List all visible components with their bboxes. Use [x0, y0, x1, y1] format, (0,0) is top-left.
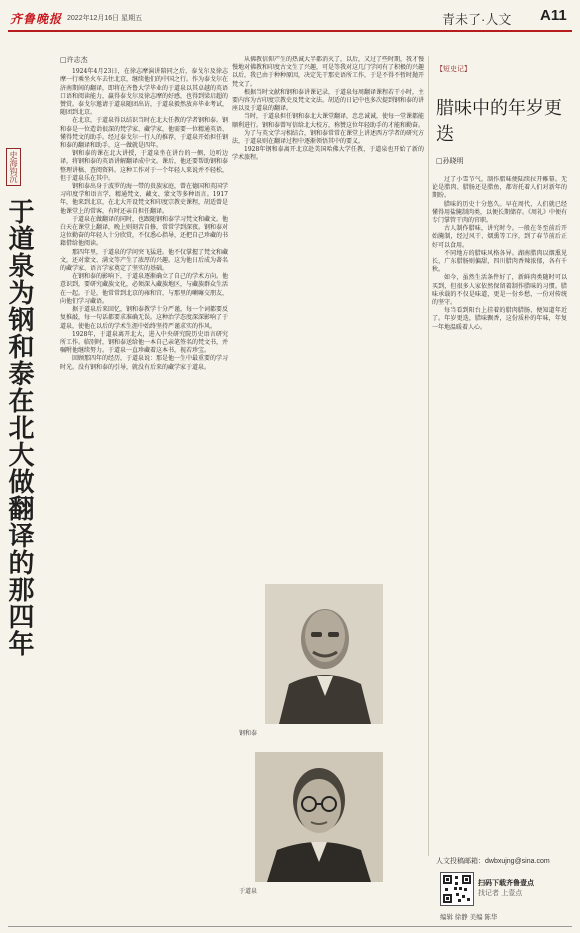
submission-email[interactable]: 人文投稿邮箱：dwbxujng@sina.com	[436, 858, 550, 865]
article-paragraph: 不同地方的腊味风格各异。湖南腊肉以烟熏见长，广东腊肠则偏甜，四川腊肉香辣浓郁，各有千秋。	[432, 249, 567, 274]
side-article-kicker: 【短史记】	[436, 65, 471, 73]
qr-code-icon[interactable]	[440, 872, 474, 906]
main-article-byline: □许志杰	[60, 56, 88, 64]
article-paragraph: 如今，虽然生活条件好了，新鲜肉类随时可以买到，但很多人家依然保留着制作腊味的习惯。腊味承载的不仅是味道，更是一份乡愁，一份对传统的坚守。	[432, 274, 567, 307]
portrait-photo-1	[265, 584, 383, 724]
article-paragraph: 古人制作腊味，讲究时令。一般在冬至前后开始腌制，经过风干、烟熏等工序，到了春节前后正好可以食用。	[432, 225, 567, 249]
side-article-body	[432, 176, 567, 836]
photo-caption-2: 于道泉	[239, 888, 258, 895]
article-paragraph: 过了小雪节气，制作腊味便陆续拉开帷幕。无论是腊肉、腊肠还是腊鱼，都寄托着人们对新年的期盼。	[432, 176, 567, 200]
article-paragraph: 每当看到阳台上挂着的腊肉腊肠，便知道年近了。年岁更迭，腊味飘香，这份质朴的年味，年复一年地温暖着人心。	[432, 307, 567, 331]
page-number: A11	[540, 7, 567, 24]
issue-date: 2022年12月16日 星期五	[67, 15, 143, 22]
article-paragraph: 从佛教信仰产生的热诚大半都消灭了，以后，又过了些时期，我才慢慢地对佛教和印度古文生了兴趣，可是等我对这几门学问有了积极的兴趣以后，我已由于种种原因，决定先干那史语所工作，于是不得不暂时抛开梵文了。	[232, 56, 424, 88]
article-paragraph: 为了与英文学习相结合，钢和泰常常在课堂上讲述西方学者的研究方法，于道泉则在翻译过程中逐渐领悟其中的要义。	[232, 129, 424, 146]
article-paragraph: 1928年钢和泰离开北京赴美国哈佛大学任教，于道泉也开始了新的学术旅程。	[232, 146, 424, 162]
article-paragraph: 在北京，于道泉得以结识当时在北大任教的学者钢和泰。钢和泰是一位造诣很深的梵学家、藏学家，他需要一位精通英语、懂得梵文的助手。经过泰戈尔一行人的推荐，于道泉开始担任钢和泰的翻译和助手，这一做就是四年。	[60, 117, 228, 150]
article-paragraph: 1928年，于道泉离开北大，进入中央研究院历史语言研究所工作。临别时，钢和泰送给他一本自己亲笔签名的梵文书，并嘱咐他继续努力。于道泉一直珍藏着这本书，视若珍宝。	[60, 330, 228, 355]
article-paragraph: 根据当时文献和钢和泰讲课记录，于道泉每周翻译课程若干小时，主要内容为古印度宗教史及梵文文法。胡适的日记中也多次提到钢和泰的讲座以及于道泉的翻译。	[232, 88, 424, 113]
article-paragraph: 腊味的历史十分悠久。早在周代，人们就已经懂得用盐腌制肉类，以便长期储存。《周礼》中便有专门掌管干肉的官职。	[432, 200, 567, 225]
newspaper-logo: 齐鲁晚报	[10, 11, 63, 26]
portrait-illustration-1	[265, 584, 383, 724]
side-article-byline: □孙晓明	[436, 157, 464, 165]
main-article-title: 于道泉为钢和泰在北大做翻译的那四年	[4, 198, 34, 657]
main-article-kicker: 史海钩沉	[6, 148, 21, 186]
article-paragraph: 1924年4月23日，在徐志摩演讲陪同之后，泰戈尔及徐志摩一行乘坐火车去往北京，继续他们的中国之行。作为泰戈尔在济南期间的翻译，即将在齐鲁大学毕业的于道泉以其卓越的英语口语和阅读能力，赢得泰戈尔及徐志摩的好感，也得到梁启超的赞赏。泰戈尔邀请于道泉随团出访，于道泉毅然放弃毕业考试，随团到北京。	[60, 68, 228, 117]
article-paragraph: 那四年里，于道泉的学问突飞猛进。他不仅掌握了梵文和藏文，还对蒙文、满文等产生了浓厚的兴趣。这为他日后成为著名的藏学家、语言学家奠定了坚实的基础。	[60, 248, 228, 273]
side-article-title: 腊味中的年岁更迭	[436, 98, 562, 145]
masthead	[10, 6, 142, 30]
footer-rule	[8, 926, 572, 927]
article-paragraph: 钢和泰出身于波罗的海一带的贵族家庭，曾在德国和英国学习印度学和语言学，精通梵文、藏文、蒙文等多种语言。1917年，他来到北京，在北大开设梵文和印度宗教史课程，胡适曾是他课堂上的常客，有时还亲自担任翻译。	[60, 183, 228, 215]
main-article-continued	[232, 56, 424, 431]
article-paragraph: 当时，于道泉担任钢和泰北大课堂翻译，忠忠诚诚，使每一堂课都能顺利进行。钢和泰曾写信给北大校方，称赞这位年轻助手的才能和勤奋。	[232, 113, 424, 129]
app-promo	[478, 878, 534, 898]
promo-title: 扫码下载齐鲁壹点	[478, 878, 534, 887]
section-title: 青未了·人文	[442, 12, 512, 27]
header-rule	[8, 30, 572, 32]
photo-caption-1: 钢和泰	[239, 730, 258, 737]
article-paragraph: 钢和泰的课在北大讲授，于道泉坐在讲台的一侧，边听边译，将钢和泰的英语讲解翻译成中文。课后，他还要帮助钢和泰整理讲稿、查阅资料。这种工作对于一个年轻人来说并不轻松，但于道泉乐在其中。	[60, 150, 228, 182]
article-paragraph: 于道泉在做翻译的同时，也跟随钢和泰学习梵文和藏文。他白天在课堂上翻译，晚上则刻苦自修，常常学到深夜。钢和泰对这位勤奋的年轻人十分欣赏，不仅悉心指导，还把自己珍藏的书籍借给他阅读。	[60, 215, 228, 248]
column-divider	[428, 56, 429, 856]
article-paragraph: 据于道泉后来回忆，钢和泰教学十分严谨，每一个词都要反复推敲，每一句话都要求准确无误。这种治学态度深深影响了于道泉，使他在以后的学术生涯中始终坚持严谨求实的作风。	[60, 306, 228, 330]
portrait-photo-2	[255, 752, 383, 882]
editor-credits: 编辑 徐静 美编 陈华	[440, 914, 498, 921]
article-paragraph: 回顾那四年的经历，于道泉说：那是他一生中最重要的学习时光。没有钢和泰的引导，就没有后来的藏学家于道泉。	[60, 355, 228, 371]
promo-subtitle: 找记者 上壹点	[478, 889, 523, 897]
article-paragraph: 在钢和泰的影响下，于道泉逐渐确立了自己的学术方向。他意识到，要研究藏族文化，必须深入藏族地区，与藏族群众生活在一起。于是，他常常到北京的雍和宫，与那里的喇嘛交朋友，向他们学习藏语。	[60, 273, 228, 305]
main-article-body	[60, 56, 228, 918]
portrait-illustration-2	[255, 752, 383, 882]
